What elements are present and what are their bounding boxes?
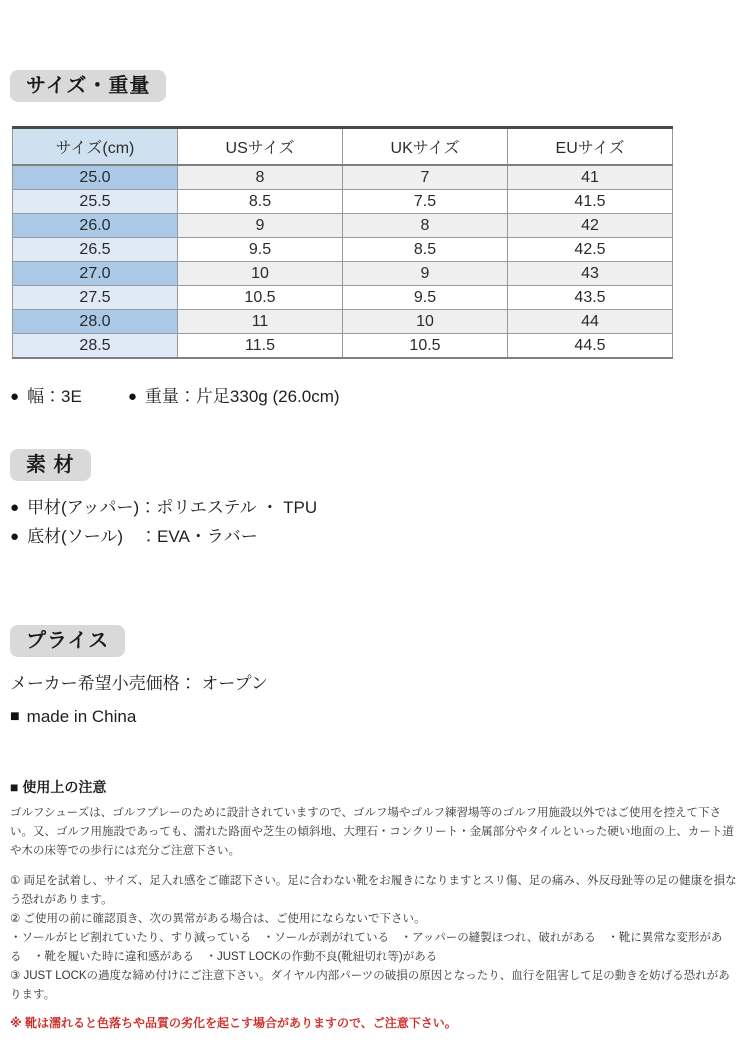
table-cell: 8.5 — [343, 238, 508, 262]
table-cell: 44 — [508, 310, 673, 334]
table-cell: 11.5 — [178, 334, 343, 359]
caution-item-2: ② ご使用の前に確認頂き、次の異常がある場合は、ご使用にならないで下さい。 — [10, 913, 426, 925]
table-row — [13, 165, 673, 190]
table-cell: 8 — [343, 214, 508, 238]
table-row — [13, 334, 673, 359]
square-bullet-icon: ■ — [10, 708, 20, 725]
weight-note — [128, 385, 340, 409]
table-cell: 43.5 — [508, 286, 673, 310]
circle-bullet-icon: ● — [127, 388, 137, 405]
table-cell: 8.5 — [178, 190, 343, 214]
table-cell: 42.5 — [508, 238, 673, 262]
caution-heading: ■ 使用上の注意 — [10, 779, 107, 795]
table-cell: 7 — [343, 165, 508, 190]
table-cell: 10 — [343, 310, 508, 334]
table-row — [13, 262, 673, 286]
column-header-uk-size: UKサイズ — [343, 128, 508, 166]
column-header-us-size: USサイズ — [178, 128, 343, 166]
table-cell: 9 — [178, 214, 343, 238]
msrp-line: メーカー希望小売価格： オープン — [10, 674, 268, 693]
column-header-size-cm: サイズ(cm) — [13, 128, 178, 166]
table-cell: 27.0 — [13, 262, 178, 286]
section-heading-material: 素 材 — [10, 449, 91, 481]
table-cell: 44.5 — [508, 334, 673, 359]
caution-warning-red-note: ※ 靴は濡れると色落ちや品質の劣化を起こす場合がありますので、ご注意下さい。 — [10, 1016, 457, 1030]
table-cell: 27.5 — [13, 286, 178, 310]
table-cell: 41 — [508, 165, 673, 190]
table-cell: 8 — [178, 165, 343, 190]
table-cell: 10.5 — [343, 334, 508, 359]
weight-note-text: 重量：片足330g (26.0cm) — [144, 387, 340, 406]
table-cell: 28.5 — [13, 334, 178, 359]
caution-item-2-details: ・ソールがヒビ割れていたり、すり減っている ・ソールが剥がれている ・アッパーの縫製ほつれ、破れがある ・靴に異常な変形がある ・靴を履いた時に違和感がある ・JUST LOCKの作動不良(靴紐切れ等)がある — [10, 932, 723, 963]
sole-material-item — [10, 522, 750, 551]
material-items — [10, 493, 750, 551]
table-cell: 9.5 — [343, 286, 508, 310]
caution-item-3: ③ JUST LOCKの過度な締め付けにご注意下さい。ダイヤル内部パーツの破損の原因となったり、血行を阻害して足の動きを妨げる恐れがあります。 — [10, 970, 730, 1001]
table-cell: 42 — [508, 214, 673, 238]
table-row — [13, 190, 673, 214]
table-cell: 7.5 — [343, 190, 508, 214]
table-cell: 11 — [178, 310, 343, 334]
table-row — [13, 238, 673, 262]
table-row — [13, 286, 673, 310]
width-note-text: 幅：3E — [27, 387, 82, 406]
table-cell: 9.5 — [178, 238, 343, 262]
origin-text: made in China — [26, 707, 137, 726]
circle-bullet-icon: ● — [10, 499, 20, 516]
upper-material-item — [10, 493, 750, 522]
table-cell: 25.5 — [13, 190, 178, 214]
width-note — [10, 385, 82, 409]
caution-item-1: ① 両足を試着し、サイズ、足入れ感をご確認下さい。足に合わない靴をお履きになりますとスリ傷、足の痛み、外反母趾等の足の健康を損なう恐れがあります。 — [10, 875, 737, 906]
sole-material-text: 底材(ソール) ：EVA・ラバー — [27, 527, 258, 546]
caution-intro: ゴルフシューズは、ゴルフプレーのために設計されていますので、ゴルフ場やゴルフ練習場等のゴルフ用施設以外ではご使用を控えて下さい。又、ゴルフ用施設であっても、濡れた路面や芝生の傾斜地、大理石・コンクリート・金属部分やタイルといった硬い地面の上、カート道や木の床等での歩行には充分ご注意下さい。 — [10, 807, 734, 857]
table-cell: 10 — [178, 262, 343, 286]
table-header-row — [13, 128, 673, 166]
circle-bullet-icon: ● — [10, 388, 20, 405]
table-row — [13, 214, 673, 238]
usage-caution-section — [10, 778, 740, 1032]
column-header-eu-size: EUサイズ — [508, 128, 673, 166]
table-row — [13, 310, 673, 334]
table-cell: 41.5 — [508, 190, 673, 214]
table-cell: 26.5 — [13, 238, 178, 262]
section-heading-price: プライス — [10, 625, 125, 657]
table-cell: 43 — [508, 262, 673, 286]
table-cell: 28.0 — [13, 310, 178, 334]
size-conversion-table — [12, 126, 673, 359]
upper-material-text: 甲材(アッパー)：ポリエステル ・ TPU — [27, 498, 318, 517]
table-cell: 9 — [343, 262, 508, 286]
size-weight-notes — [10, 385, 750, 409]
section-heading-size-weight: サイズ・重量 — [10, 70, 166, 102]
origin-line — [10, 706, 750, 728]
table-cell: 25.0 — [13, 165, 178, 190]
table-cell: 10.5 — [178, 286, 343, 310]
table-cell: 26.0 — [13, 214, 178, 238]
circle-bullet-icon: ● — [10, 528, 20, 545]
